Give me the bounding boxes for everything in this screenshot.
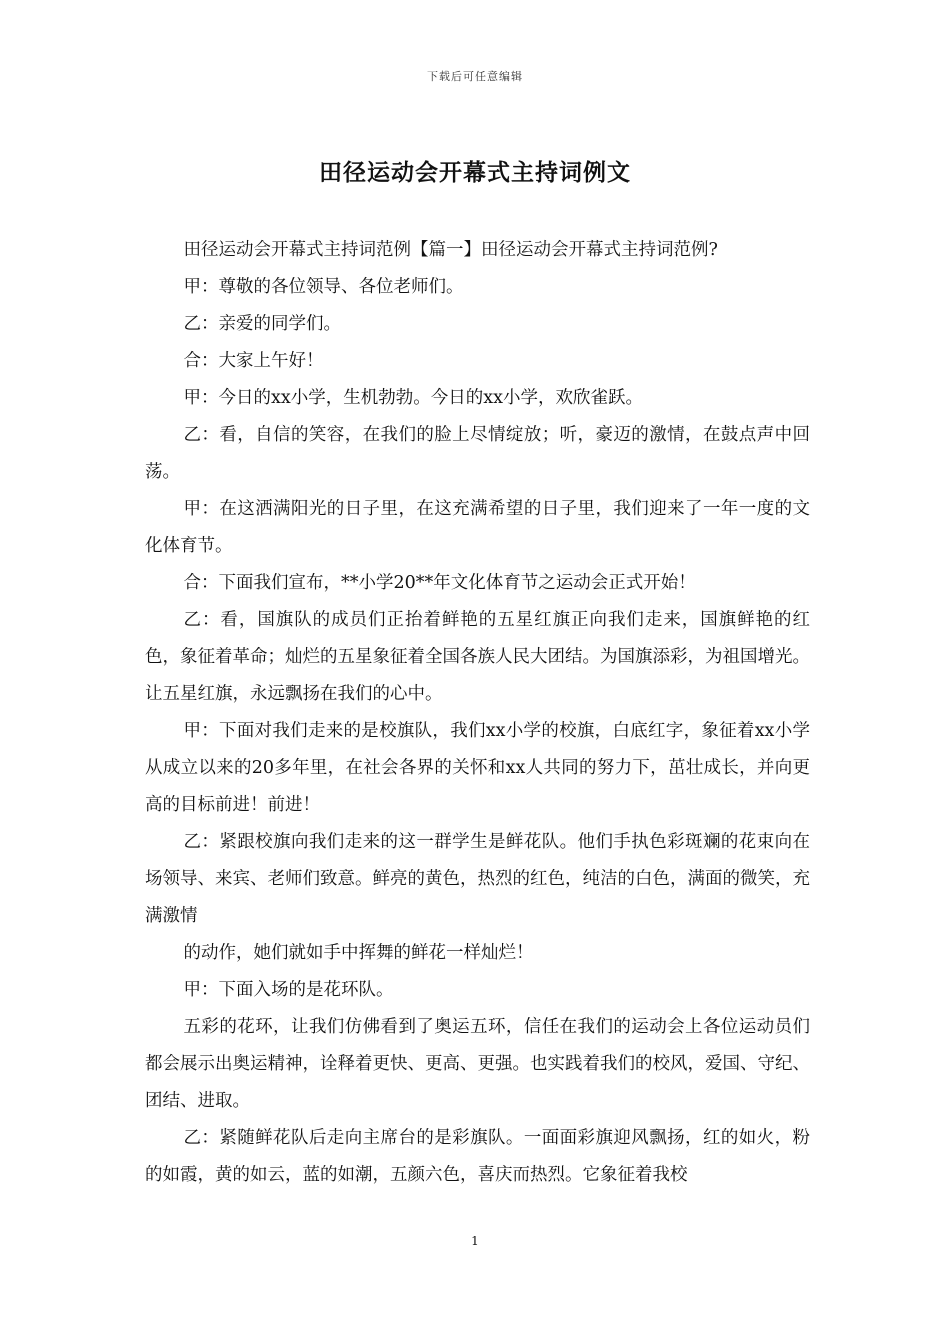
paragraph: 甲：在这洒满阳光的日子里，在这充满希望的日子里，我们迎来了一年一度的文化体育节。 (145, 499, 810, 556)
document-body (145, 232, 810, 1194)
paragraph: 田径运动会开幕式主持词范例【篇一】田径运动会开幕式主持词范例? (183, 240, 718, 260)
paragraph: 乙：看，国旗队的成员们正抬着鲜艳的五星红旗正向我们走来，国旗鲜艳的红色，象征着革命；灿烂的五星象征着全国各族人民大团结。为国旗添彩，为祖国增光。让五星红旗，永远飘扬在我们的心中。 (145, 610, 810, 704)
paragraph: 的动作，她们就如手中挥舞的鲜花一样灿烂！ (183, 943, 534, 963)
paragraph: 甲：今日的xx小学，生机勃勃。今日的xx小学，欢欣雀跃。 (183, 388, 643, 408)
header-note: 下载后可任意编辑 (427, 70, 523, 83)
paragraph: 五彩的花环，让我们仿佛看到了奥运五环，信任在我们的运动会上各位运动员们都会展示出奥运精神，诠释着更快、更高、更强。也实践着我们的校风，爱国、守纪、团结、进取。 (145, 1017, 810, 1111)
page-number: 1 (471, 1234, 479, 1248)
paragraph: 甲：下面对我们走来的是校旗队，我们xx小学的校旗，白底红字，象征着xx小学从成立以来的20多年里，在社会各界的关怀和xx人共同的努力下，茁壮成长，并向更高的目标前进！前进！ (145, 721, 810, 815)
paragraph: 合：大家上午好！ (183, 351, 324, 371)
paragraph: 乙：看，自信的笑容，在我们的脸上尽情绽放；听，豪迈的激情，在鼓点声中回荡。 (145, 425, 810, 482)
paragraph: 乙：紧跟校旗向我们走来的这一群学生是鲜花队。他们手执色彩斑斓的花束向在场领导、来宾、老师们致意。鲜亮的黄色，热烈的红色，纯洁的白色，满面的微笑，充满激情 (145, 832, 810, 926)
paragraph: 甲：下面入场的是花环队。 (183, 980, 394, 1000)
paragraph: 乙：亲爱的同学们。 (183, 314, 341, 334)
paragraph: 合：下面我们宣布，**小学20**年文化体育节之运动会正式开始！ (183, 573, 696, 593)
document-title: 田径运动会开幕式主持词例文 (319, 159, 631, 186)
paragraph: 乙：紧随鲜花队后走向主席台的是彩旗队。一面面彩旗迎风飘扬，红的如火，粉的如霞，黄的如云，蓝的如潮，五颜六色，喜庆而热烈。它象征着我校 (145, 1128, 810, 1185)
paragraph: 甲：尊敬的各位领导、各位老师们。 (183, 277, 464, 297)
